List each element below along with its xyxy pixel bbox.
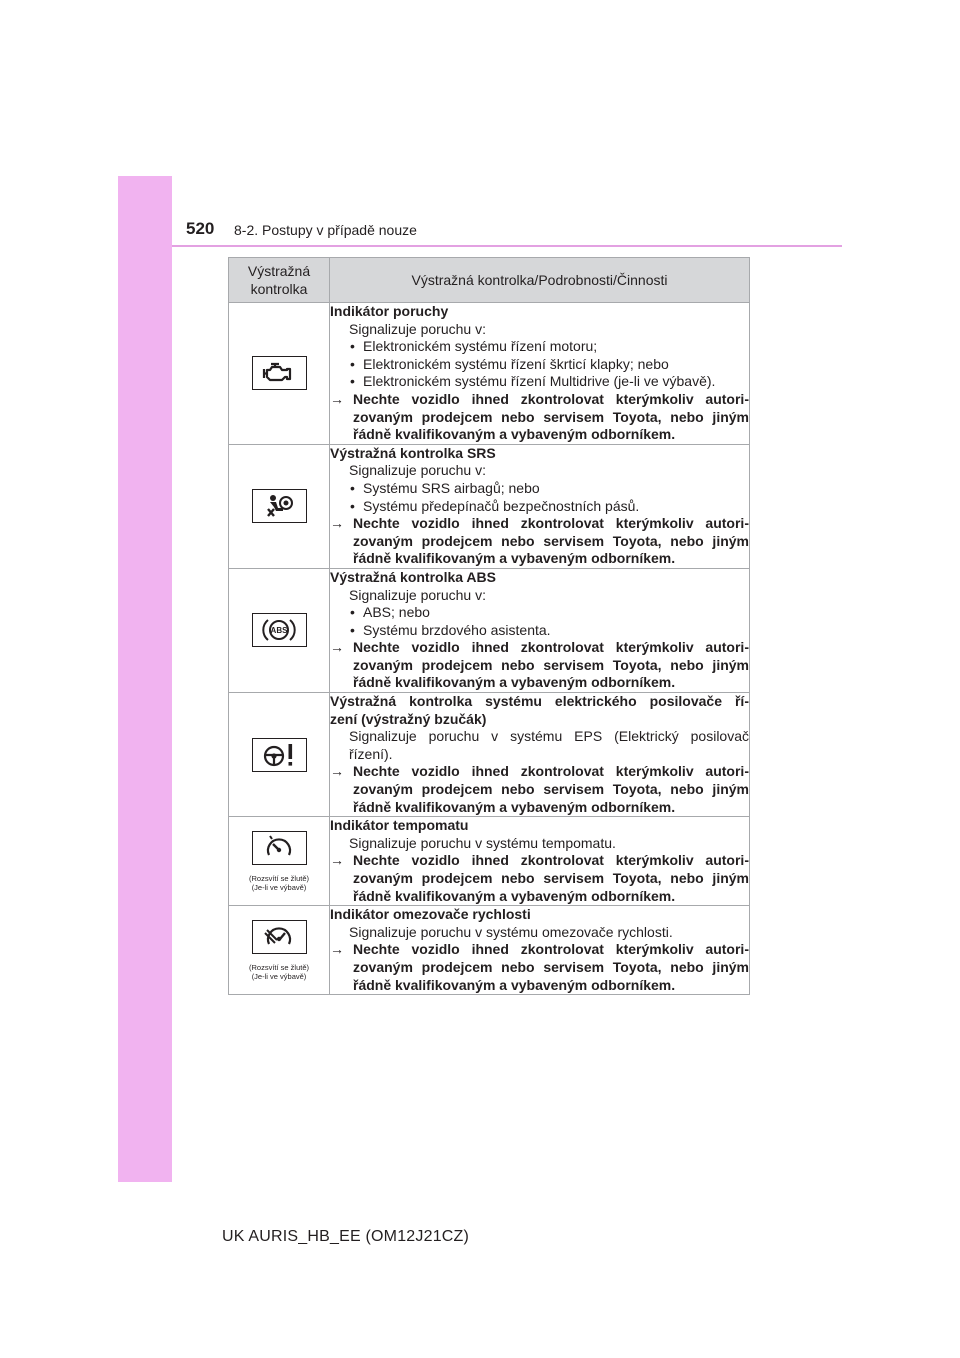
warning-lights-table: [228, 257, 750, 995]
bullet-item: • ABS; nebo: [330, 604, 749, 622]
abs-icon: [252, 613, 307, 647]
table-row: [229, 303, 750, 445]
cruise-control-icon: [252, 831, 307, 865]
action-line: Nechte vozidlo ihned zkontrolovat kterýmkoliv autori-: [353, 639, 749, 656]
bullet-item: • Elektronickém systému řízení motoru;: [330, 338, 749, 356]
icon-cell: [229, 568, 330, 692]
icon-cell: [229, 303, 330, 445]
action-line: zovaným prodejcem nebo servisem Toyota, nebo jiným: [353, 870, 749, 886]
action-line: zovaným prodejcem nebo servisem Toyota, nebo jiným: [353, 532, 749, 549]
row-title: Indikátor tempomatu: [330, 817, 469, 834]
action-line: zovaným prodejcem nebo servisem Toyota, nebo jiným: [353, 408, 749, 425]
action-line: řádně kvalifikovaným a vybaveným odborníkem.: [353, 550, 676, 567]
action-instruction: [330, 852, 749, 905]
column-header-details: Výstražná kontrolka/Podrobnosti/Činnosti: [330, 258, 750, 303]
srs-airbag-icon: [252, 489, 307, 523]
arrow-icon: →: [330, 390, 344, 407]
action-instruction: [330, 763, 749, 816]
table-row: [229, 568, 750, 692]
row-title: Indikátor omezovače rychlosti: [330, 906, 531, 923]
icon-cell: [229, 693, 330, 817]
action-line: zovaným prodejcem nebo servisem Toyota, nebo jiným: [353, 781, 749, 798]
bullet-item: • Systému brzdového asistenta.: [330, 622, 749, 640]
table-row: [229, 817, 750, 906]
description-cell: [330, 693, 750, 817]
table-row: [229, 444, 750, 568]
action-line: řádně kvalifikovaným a vybaveným odborníkem.: [353, 798, 676, 815]
bullet-item: • Systému SRS airbagů; nebo: [330, 480, 749, 498]
action-line: řádně kvalifikovaným a vybaveným odborníkem.: [353, 674, 676, 691]
row-subtitle: Signalizuje poruchu v systému omezovače rychlosti.: [349, 923, 673, 940]
arrow-icon: →: [330, 941, 344, 958]
action-line: zovaným prodejcem nebo servisem Toyota, nebo jiným: [353, 656, 749, 673]
action-instruction: [330, 391, 749, 444]
row-title: Výstražná kontrolka systému elektrického posilovače ří-: [330, 693, 749, 710]
description-cell: [330, 817, 750, 906]
column-header-light-line: kontrolka: [250, 281, 308, 297]
row-subtitle: Signalizuje poruchu v:: [349, 320, 486, 337]
row-title: Indikátor poruchy: [330, 303, 449, 319]
column-header-light-line: Výstražná: [247, 263, 311, 279]
action-line: zovaným prodejcem nebo servisem Toyota, nebo jiným: [353, 958, 749, 975]
row-title: zení (výstražný bzučák): [330, 710, 487, 727]
row-subtitle: Signalizuje poruchu v:: [349, 586, 486, 603]
page-number: 520: [186, 219, 215, 238]
chapter-side-band: [118, 176, 172, 1182]
icon-note: [229, 874, 329, 892]
icon-note-line: (Rozsvítí se žlutě): [248, 873, 309, 883]
icon-cell: [229, 906, 330, 995]
row-title: Výstražná kontrolka ABS: [330, 568, 496, 585]
icon-note: [229, 963, 329, 981]
row-subtitle: Signalizuje poruchu v systému tempomatu.: [349, 834, 616, 851]
row-subtitle: řízení).: [349, 745, 393, 762]
action-instruction: [330, 941, 749, 994]
row-subtitle: Signalizuje poruchu v systému EPS (Elektrický posilovač: [349, 728, 749, 745]
abs-icon-label: ABS: [270, 626, 288, 636]
arrow-icon: →: [330, 515, 344, 532]
arrow-icon: →: [330, 763, 344, 780]
action-line: Nechte vozidlo ihned zkontrolovat kterýmkoliv autori-: [353, 763, 749, 780]
icon-note-line: (Rozsvítí se žlutě): [248, 962, 309, 972]
description-cell: [330, 444, 750, 568]
icon-cell: [229, 444, 330, 568]
action-instruction: [330, 515, 749, 568]
arrow-icon: →: [330, 852, 344, 869]
description-cell: [330, 303, 750, 445]
action-line: řádně kvalifikovaným a vybaveným odborníkem.: [353, 976, 676, 993]
speed-limiter-icon: [252, 920, 307, 954]
header-rule: [172, 245, 842, 247]
row-subtitle: Signalizuje poruchu v:: [349, 462, 486, 479]
icon-note-line: (Je-li ve výbavě): [251, 882, 307, 892]
action-line: Nechte vozidlo ihned zkontrolovat kterýmkoliv autori-: [353, 941, 749, 958]
row-title: Výstražná kontrolka SRS: [330, 444, 496, 461]
description-cell: [330, 906, 750, 995]
action-line: řádně kvalifikovaným a vybaveným odborníkem.: [353, 887, 676, 904]
bullet-item: • Elektronickém systému řízení škrticí klapky; nebo: [330, 356, 749, 374]
table-row: [229, 693, 750, 817]
check-engine-icon: [252, 356, 307, 390]
action-instruction: [330, 639, 749, 692]
eps-steering-icon: [252, 738, 307, 772]
column-header-light: [229, 258, 330, 303]
action-line: řádně kvalifikovaným a vybaveným odborníkem.: [353, 426, 676, 443]
action-line: Nechte vozidlo ihned zkontrolovat kterýmkoliv autori-: [353, 390, 749, 407]
action-line: Nechte vozidlo ihned zkontrolovat kterýmkoliv autori-: [353, 515, 749, 532]
icon-note-line: (Je-li ve výbavě): [251, 971, 307, 981]
icon-cell: [229, 817, 330, 906]
description-cell: [330, 568, 750, 692]
arrow-icon: →: [330, 639, 344, 656]
table-row: [229, 906, 750, 995]
section-title: 8-2. Postupy v případě nouze: [234, 222, 417, 238]
bullet-item: • Elektronickém systému řízení Multidrive (je-li ve výbavě).: [330, 373, 749, 391]
document-code: UK AURIS_HB_EE (OM12J21CZ): [222, 1228, 470, 1245]
bullet-item: • Systému předepínačů bezpečnostních pásů.: [330, 498, 749, 516]
action-line: Nechte vozidlo ihned zkontrolovat kterýmkoliv autori-: [353, 852, 749, 869]
table-header-row: [229, 258, 750, 303]
